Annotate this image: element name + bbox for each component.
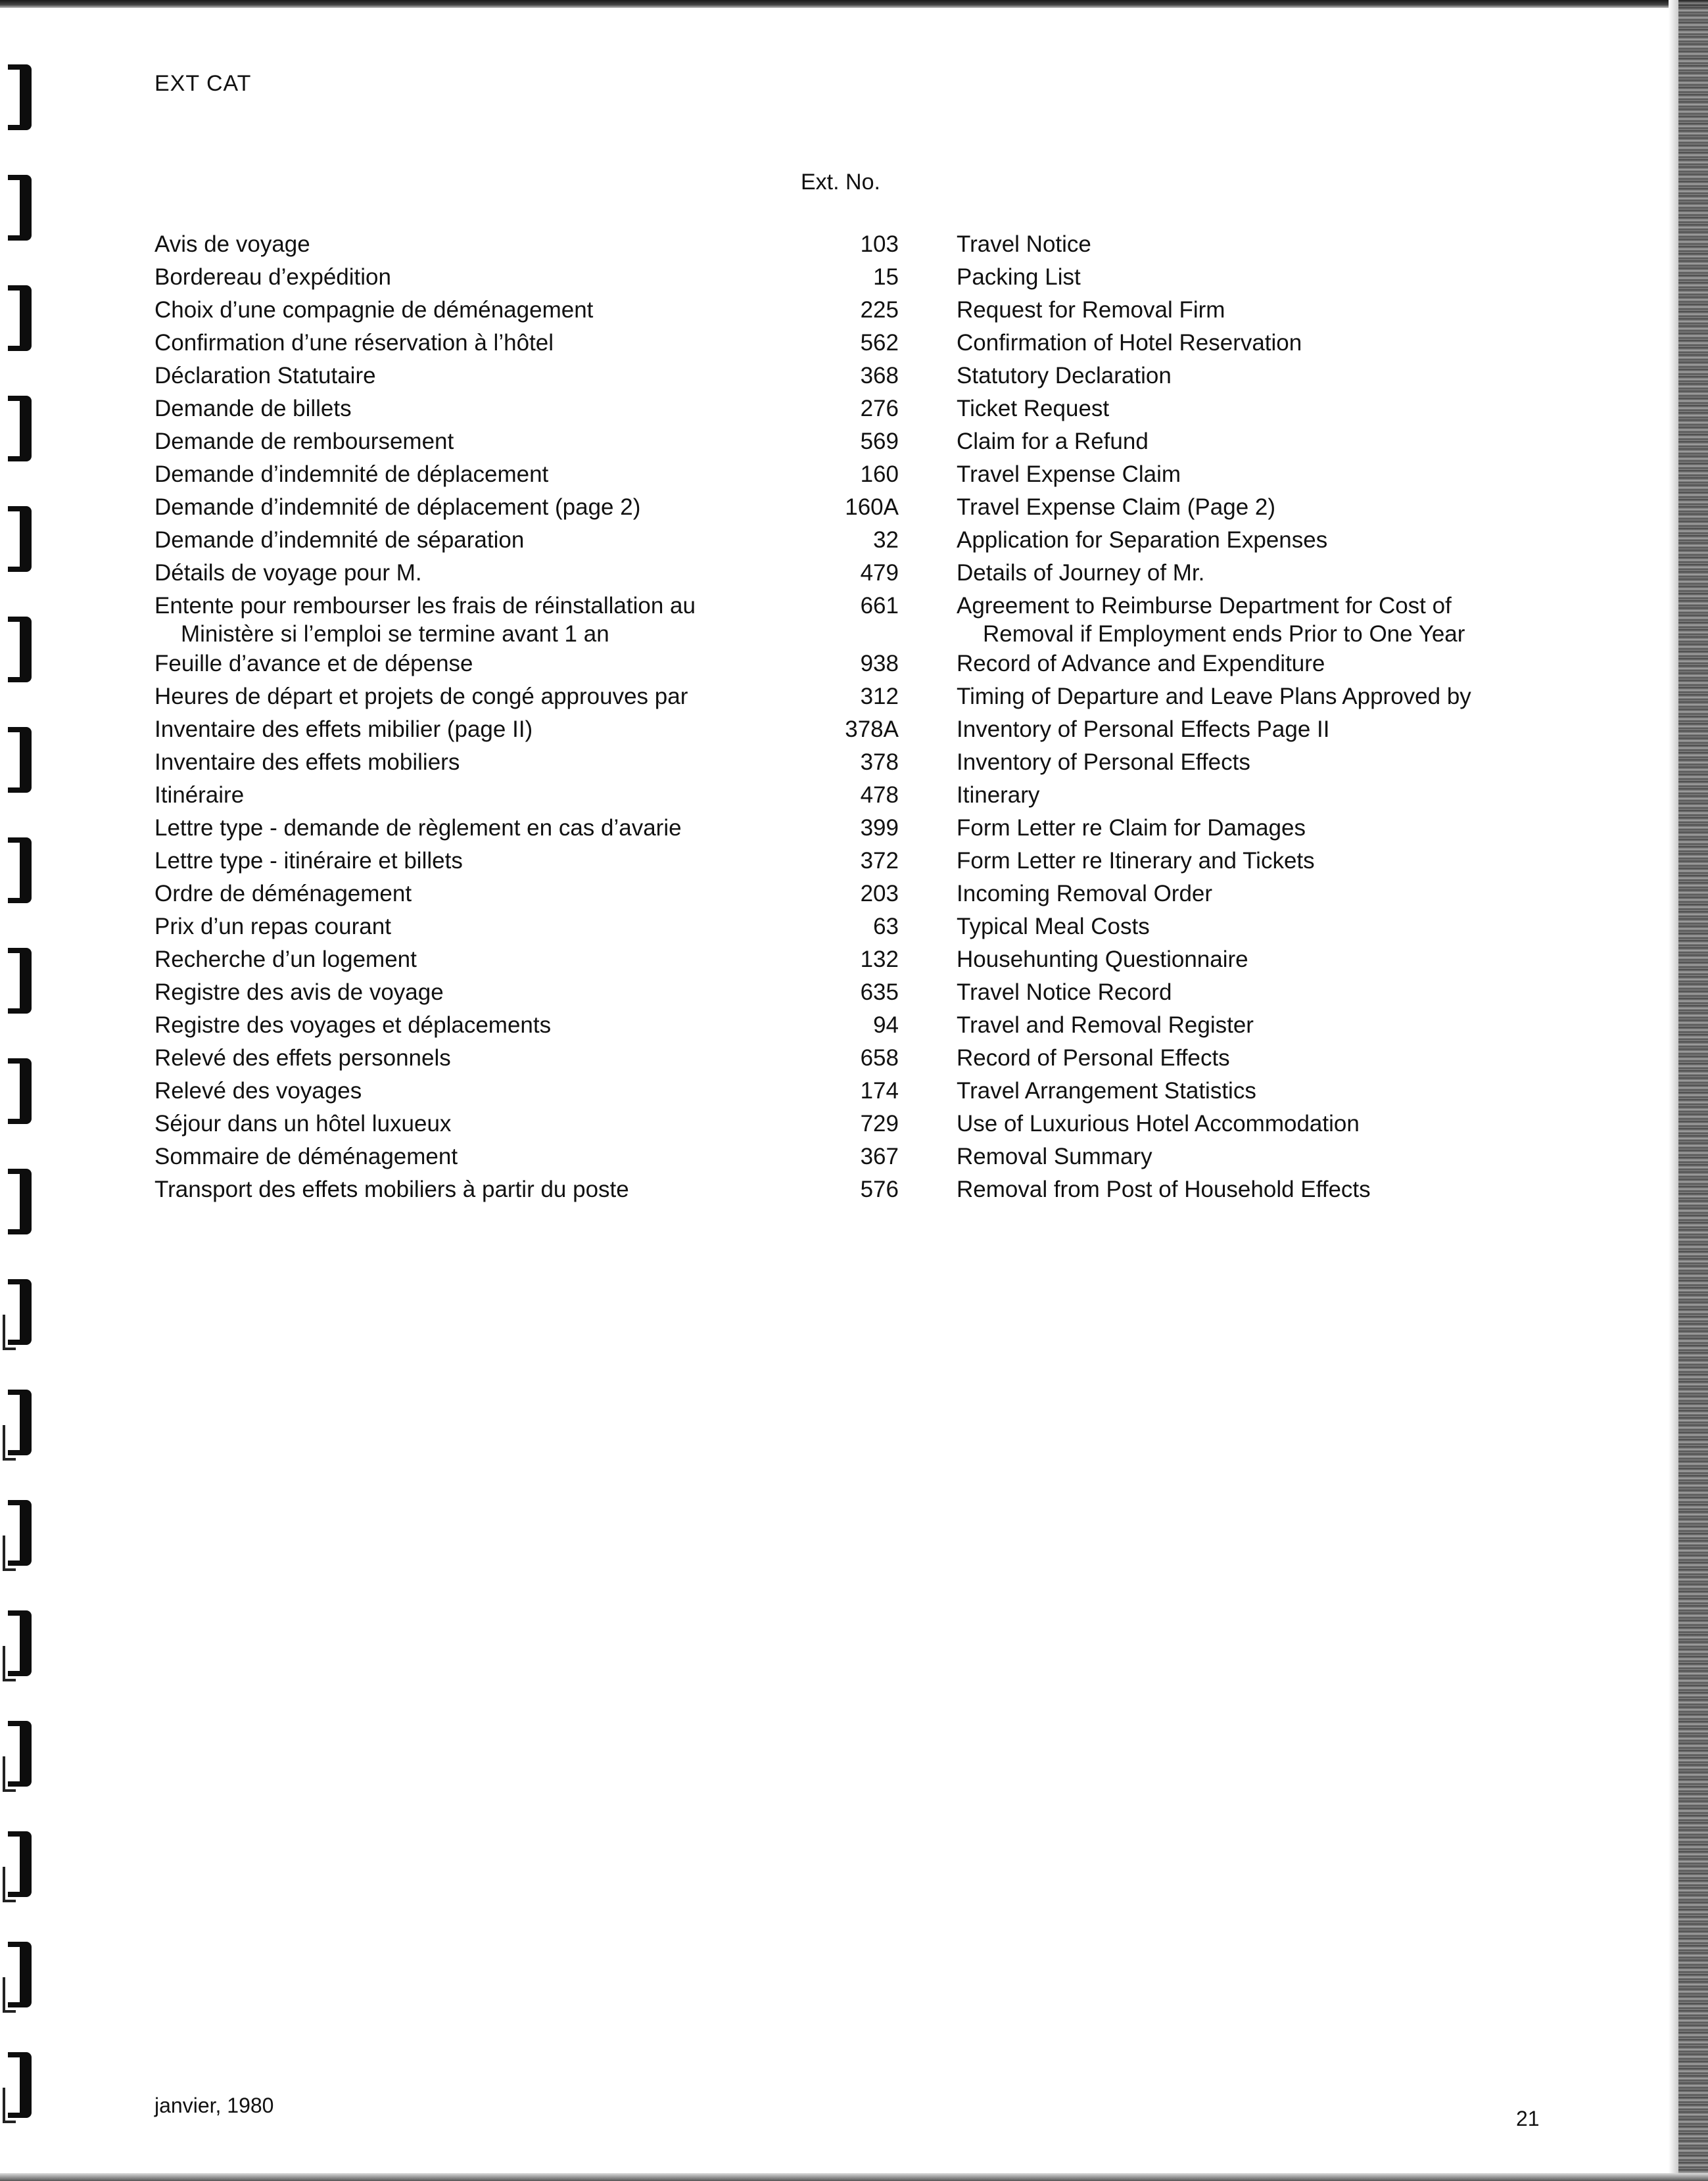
english-title-text: Removal Summary [957, 1144, 1152, 1169]
english-title-text: Itinerary [957, 782, 1040, 808]
english-title [957, 714, 1535, 745]
list-item [154, 1141, 1535, 1173]
french-title-text: Inventaire des effets mibilier (page II) [154, 716, 533, 742]
list-item [154, 294, 1535, 326]
french-title [154, 492, 812, 523]
ext-number: 225 [860, 297, 899, 323]
french-title [154, 944, 812, 975]
french-title [154, 294, 812, 326]
english-title [957, 229, 1535, 260]
english-title [957, 557, 1535, 589]
french-title-text: Heures de départ et projets de congé approuves par [154, 684, 688, 709]
english-title-text: Application for Separation Expenses [957, 527, 1328, 553]
french-title-text: Feuille d’avance et de dépense [154, 651, 473, 676]
list-item [154, 1174, 1535, 1206]
english-title-text: Form Letter re Claim for Damages [957, 815, 1306, 841]
binding-ring-bracket [20, 285, 32, 351]
french-title-text: Transport des effets mobiliers à partir du poste [154, 1177, 629, 1202]
binding-ring [3, 1938, 50, 2011]
binding-ring [3, 723, 50, 797]
binding-ring-bracket [20, 837, 32, 903]
ext-number: 203 [860, 881, 899, 906]
english-title-text: Agreement to Reimburse Department for Cost of [957, 593, 1452, 619]
binding-ring-bracket [20, 727, 32, 793]
binding-ring [3, 613, 50, 686]
binding-ring [3, 281, 50, 355]
french-title [154, 262, 812, 293]
english-title [957, 360, 1535, 392]
list-item [154, 1010, 1535, 1041]
english-title-text: Use of Luxurious Hotel Accommodation [957, 1111, 1360, 1137]
french-title-text: Demande de remboursement [154, 429, 454, 454]
english-title [957, 1108, 1535, 1140]
binding-ring [3, 1386, 50, 1459]
french-title [154, 590, 812, 647]
english-title-text: Travel and Removal Register [957, 1012, 1254, 1038]
ext-number: 661 [860, 593, 899, 619]
french-title [154, 1075, 812, 1107]
ext-number: 576 [860, 1177, 899, 1202]
page-number: 21 [1516, 2107, 1540, 2130]
french-title [154, 229, 812, 260]
french-title [154, 393, 812, 425]
french-title [154, 1141, 812, 1173]
binding-ring [3, 1275, 50, 1349]
page-right-shadow [1669, 0, 1678, 2181]
french-title-text: Avis de voyage [154, 231, 310, 257]
french-title [154, 845, 812, 877]
binding-ring [3, 171, 50, 245]
list-item [154, 459, 1535, 490]
english-title-text: Form Letter re Itinerary and Tickets [957, 848, 1315, 874]
french-title-text: Inventaire des effets mobiliers [154, 749, 460, 775]
english-title-text: Travel Notice Record [957, 979, 1172, 1005]
list-item [154, 714, 1535, 745]
binding-ring-bracket [20, 1279, 32, 1345]
ext-number: 478 [860, 782, 899, 808]
ext-number: 635 [860, 979, 899, 1005]
list-item [154, 262, 1535, 293]
binding-ring-bracket [20, 1942, 32, 2007]
english-title [957, 459, 1535, 490]
binding-ring-hook [3, 1536, 16, 1571]
ext-number: 658 [860, 1045, 899, 1071]
french-title-text: Relevé des effets personnels [154, 1045, 451, 1071]
ext-number: 569 [860, 429, 899, 454]
header-code: EXT CAT [154, 71, 252, 96]
french-title-text: Confirmation d’une réservation à l’hôtel [154, 330, 554, 356]
ext-number: 63 [873, 914, 899, 939]
french-title [154, 525, 812, 556]
binding-ring [3, 392, 50, 465]
french-title [154, 780, 812, 811]
french-title-text: Demande d’indemnité de déplacement (page 2) [154, 494, 641, 520]
french-title-text: Détails de voyage pour M. [154, 560, 422, 586]
binding-ring-hook [3, 2088, 16, 2123]
english-title-text: Incoming Removal Order [957, 881, 1213, 906]
binding-ring-bracket [20, 1058, 32, 1124]
ext-number: 938 [860, 651, 899, 676]
french-title-text: Registre des avis de voyage [154, 979, 444, 1005]
english-title-text: Statutory Declaration [957, 363, 1172, 388]
binding-ring-bracket [20, 1831, 32, 1897]
binding-ring-bracket [20, 175, 32, 241]
binding-ring-bracket [20, 1721, 32, 1787]
binding-ring [3, 833, 50, 907]
binding-ring-bracket [20, 617, 32, 682]
list-item [154, 681, 1535, 713]
french-title [154, 557, 812, 589]
catalogue-list [154, 229, 1535, 1207]
binding-ring [3, 944, 50, 1018]
list-item [154, 492, 1535, 523]
french-title [154, 360, 812, 392]
english-title [957, 1174, 1535, 1206]
binding-ring-hook [3, 1756, 16, 1792]
ext-number: 367 [860, 1144, 899, 1169]
french-title-text: Demande de billets [154, 396, 352, 421]
french-title-text: Entente pour rembourser les frais de réinstallation au [154, 593, 696, 619]
binding-ring [3, 2048, 50, 2122]
english-title-text: Travel Notice [957, 231, 1091, 257]
ext-number: 174 [860, 1078, 899, 1104]
binding-ring [3, 502, 50, 576]
english-title [957, 426, 1535, 457]
english-title-text: Removal from Post of Household Effects [957, 1177, 1371, 1202]
english-title [957, 294, 1535, 326]
page-right-edge [1678, 0, 1708, 2181]
binding-ring-bracket [20, 1390, 32, 1455]
french-title [154, 459, 812, 490]
french-title-text: Lettre type - itinéraire et billets [154, 848, 463, 874]
list-item [154, 845, 1535, 877]
list-item [154, 747, 1535, 778]
ext-no-header: Ext. No. [801, 170, 880, 195]
french-title-text: Déclaration Statutaire [154, 363, 376, 388]
english-title [957, 812, 1535, 844]
list-item [154, 1043, 1535, 1074]
list-item [154, 393, 1535, 425]
english-title [957, 1010, 1535, 1041]
french-title [154, 426, 812, 457]
english-title [957, 977, 1535, 1008]
french-title [154, 812, 812, 844]
ext-number: 276 [860, 396, 899, 421]
binding-ring [3, 1717, 50, 1791]
english-title [957, 327, 1535, 359]
binding-ring [3, 1606, 50, 1680]
french-title [154, 1010, 812, 1041]
french-title-text: Séjour dans un hôtel luxueux [154, 1111, 452, 1137]
page-bottom-edge [0, 2173, 1708, 2181]
english-title-text: Travel Arrangement Statistics [957, 1078, 1256, 1104]
english-title [957, 1043, 1535, 1074]
binding-ring [3, 60, 50, 134]
binding-ring [3, 1827, 50, 1901]
french-title-text: Prix d’un repas courant [154, 914, 391, 939]
list-item [154, 525, 1535, 556]
binding-ring-bracket [20, 396, 32, 461]
english-title-text: Ticket Request [957, 396, 1110, 421]
english-title [957, 590, 1535, 647]
english-title [957, 780, 1535, 811]
binding-ring-hook [3, 1425, 16, 1461]
english-title-text: Inventory of Personal Effects Page II [957, 716, 1330, 742]
french-title-text: Itinéraire [154, 782, 245, 808]
list-item [154, 1108, 1535, 1140]
list-item [154, 944, 1535, 975]
english-title [957, 492, 1535, 523]
english-title [957, 681, 1535, 713]
list-item [154, 327, 1535, 359]
list-item [154, 911, 1535, 943]
english-title [957, 393, 1535, 425]
binding-ring [3, 1165, 50, 1238]
english-title [957, 944, 1535, 975]
binding-ring-hook [3, 1977, 16, 2013]
english-title-text: Travel Expense Claim (Page 2) [957, 494, 1276, 520]
list-item [154, 590, 1535, 647]
list-item [154, 1075, 1535, 1107]
french-title-continuation: Ministère si l’emploi se termine avant 1 an [181, 621, 609, 647]
list-item [154, 977, 1535, 1008]
english-title [957, 878, 1535, 910]
binding-ring-bracket [20, 948, 32, 1014]
english-title-text: Details of Journey of Mr. [957, 560, 1205, 586]
spiral-binding [0, 0, 53, 2181]
binding-ring-bracket [20, 506, 32, 572]
french-title [154, 1108, 812, 1140]
english-title [957, 845, 1535, 877]
french-title-text: Demande d’indemnité de déplacement [154, 461, 549, 487]
english-title-text: Inventory of Personal Effects [957, 749, 1250, 775]
english-title [957, 1141, 1535, 1173]
english-title [957, 525, 1535, 556]
binding-ring [3, 1054, 50, 1128]
ext-number: 312 [860, 684, 899, 709]
english-title-text: Record of Personal Effects [957, 1045, 1230, 1071]
french-title [154, 878, 812, 910]
french-title [154, 1174, 812, 1206]
ext-number: 15 [873, 264, 899, 290]
french-title [154, 1043, 812, 1074]
ext-number: 103 [860, 231, 899, 257]
french-title [154, 977, 812, 1008]
binding-ring [3, 1496, 50, 1570]
ext-number: 399 [860, 815, 899, 841]
ext-number: 160A [845, 494, 899, 520]
binding-ring-bracket [20, 2052, 32, 2118]
english-title-continuation: Removal if Employment ends Prior to One Year [983, 621, 1465, 647]
list-item [154, 426, 1535, 457]
list-item [154, 557, 1535, 589]
list-item [154, 648, 1535, 680]
french-title-text: Registre des voyages et déplacements [154, 1012, 552, 1038]
french-title-text: Lettre type - demande de règlement en cas d’avarie [154, 815, 682, 841]
french-title-text: Ordre de déménagement [154, 881, 412, 906]
ext-number: 32 [873, 527, 899, 553]
ext-number: 368 [860, 363, 899, 388]
list-item [154, 780, 1535, 811]
french-title-text: Demande d’indemnité de séparation [154, 527, 525, 553]
french-title-text: Recherche d’un logement [154, 947, 417, 972]
french-title [154, 327, 812, 359]
ext-number: 372 [860, 848, 899, 874]
binding-ring-bracket [20, 64, 32, 130]
ext-number: 132 [860, 947, 899, 972]
french-title-text: Bordereau d’expédition [154, 264, 391, 290]
binding-ring-bracket [20, 1610, 32, 1676]
french-title [154, 911, 812, 943]
french-title [154, 681, 812, 713]
list-item [154, 229, 1535, 260]
english-title-text: Request for Removal Firm [957, 297, 1225, 323]
english-title [957, 747, 1535, 778]
french-title-text: Relevé des voyages [154, 1078, 362, 1104]
english-title-text: Househunting Questionnaire [957, 947, 1248, 972]
english-title-text: Typical Meal Costs [957, 914, 1150, 939]
ext-number: 562 [860, 330, 899, 356]
list-item [154, 878, 1535, 910]
english-title [957, 911, 1535, 943]
french-title-text: Sommaire de déménagement [154, 1144, 458, 1169]
english-title-text: Packing List [957, 264, 1081, 290]
english-title-text: Claim for a Refund [957, 429, 1149, 454]
footer-date: janvier, 1980 [154, 2094, 274, 2117]
ext-number: 729 [860, 1111, 899, 1137]
french-title [154, 648, 812, 680]
ext-number: 160 [860, 461, 899, 487]
french-title-text: Choix d’une compagnie de déménagement [154, 297, 594, 323]
english-title-text: Record of Advance and Expenditure [957, 651, 1325, 676]
english-title-text: Confirmation of Hotel Reservation [957, 330, 1302, 356]
list-item [154, 812, 1535, 844]
binding-ring-bracket [20, 1169, 32, 1234]
ext-number: 479 [860, 560, 899, 586]
ext-number: 378 [860, 749, 899, 775]
french-title [154, 747, 812, 778]
ext-number: 94 [873, 1012, 899, 1038]
english-title [957, 648, 1535, 680]
english-title-text: Travel Expense Claim [957, 461, 1181, 487]
english-title-text: Timing of Departure and Leave Plans Approved by [957, 684, 1471, 709]
binding-ring-hook [3, 1315, 16, 1350]
binding-ring-bracket [20, 1500, 32, 1566]
binding-ring-hook [3, 1867, 16, 1902]
list-item [154, 360, 1535, 392]
english-title [957, 262, 1535, 293]
english-title [957, 1075, 1535, 1107]
ext-number: 378A [845, 716, 899, 742]
french-title [154, 714, 812, 745]
page-top-edge [0, 0, 1708, 8]
binding-ring-hook [3, 1646, 16, 1681]
